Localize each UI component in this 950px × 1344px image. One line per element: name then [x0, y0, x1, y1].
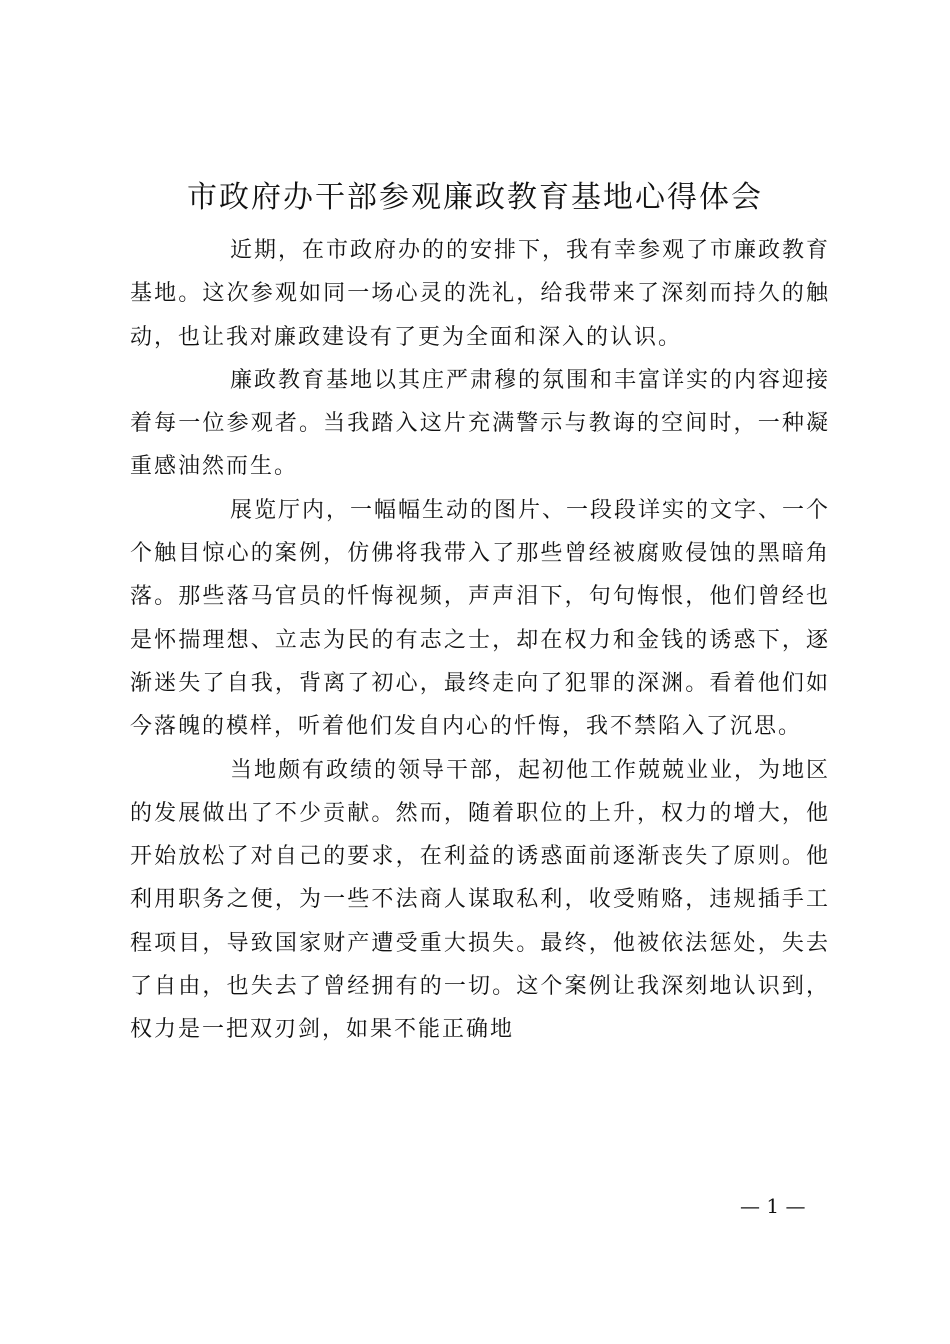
paragraph-3: 展览厅内，一幅幅生动的图片、一段段详实的文字、一个个触目惊心的案例，仿佛将我带入了那些曾经被腐败侵蚀的黑暗角落。那些落马官员的忏悔视频，声声泪下，句句悔恨，他们曾经也是怀揣理想、立志为民的有志之士，却在权力和金钱的诱惑下，逐渐迷失了自我，背离了初心，最终走向了犯罪的深渊。看着他们如今落魄的模样，听着他们发自内心的忏悔，我不禁陷入了沉思。	[130, 497, 831, 740]
paragraph-4: 当地颇有政绩的领导干部，起初他工作兢兢业业，为地区的发展做出了不少贡献。然而，随着职位的上升，权力的增大，他开始放松了对自己的要求，在利益的诱惑面前逐渐丧失了原则。他利用职务之便，为一些不法商人谋取私利，收受贿赂，违规插手工程项目，导致国家财产遭受重大损失。最终，他被依法惩处，失去了自由，也失去了曾经拥有的一切。这个案例让我深刻地认识到，权力是一把双刃剑，如果不能正确地	[130, 757, 831, 1043]
paragraph-1: 近期，在市政府办的的安排下，我有幸参观了市廉政教育基地。这次参观如同一场心灵的洗礼，给我带来了深刻而持久的触动，也让我对廉政建设有了更为全面和深入的认识。	[130, 238, 831, 350]
document-body	[130, 229, 830, 1052]
paragraph-2: 廉政教育基地以其庄严肃穆的氛围和丰富详实的内容迎接着每一位参观者。当我踏入这片充满警示与教诲的空间时，一种凝重感油然而生。	[130, 367, 831, 480]
page-number: — 1 —	[740, 1194, 806, 1218]
document-title: 市政府办干部参观廉政教育基地心得体会	[187, 180, 763, 215]
